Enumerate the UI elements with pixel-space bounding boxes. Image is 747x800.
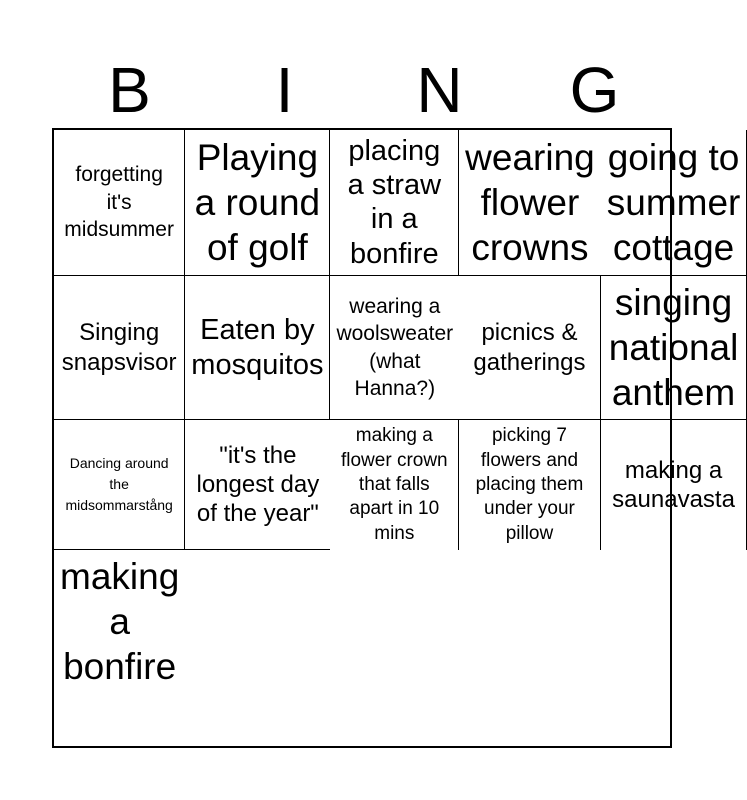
- bingo-cell-text: Dancing around the midsommarstång: [65, 455, 173, 514]
- bingo-cell-text: "it's the longest day of the year": [196, 441, 320, 528]
- bingo-cell-text: picnics & gatherings: [473, 319, 586, 376]
- bingo-cell-text: making a saunavasta: [612, 456, 735, 514]
- bingo-cell-text: wearing flower crowns: [465, 136, 595, 268]
- bingo-cell[interactable]: [459, 276, 601, 420]
- bingo-cell-text: wearing a woolsweater (what Hanna?): [336, 294, 454, 400]
- bingo-cell[interactable]: [185, 420, 330, 550]
- bingo-cell[interactable]: [459, 420, 601, 550]
- bingo-cell[interactable]: [601, 130, 747, 276]
- bingo-cell[interactable]: [601, 420, 747, 550]
- bingo-cell[interactable]: [459, 130, 601, 276]
- bingo-cell[interactable]: [330, 420, 459, 550]
- bingo-cell-text: Playing a round of golf: [194, 136, 321, 268]
- header-letter-b: B: [108, 54, 151, 126]
- header-letter-g: G: [569, 54, 620, 126]
- bingo-cell-text: making a bonfire: [60, 555, 180, 688]
- bingo-cell-text: Singing snapsvisor: [61, 319, 177, 376]
- bingo-cell[interactable]: [185, 276, 330, 420]
- bingo-cell-text: Eaten by mosquitos: [191, 314, 324, 381]
- bingo-card-grid: [52, 128, 741, 748]
- bingo-cell-text: placing a straw in a bonfire: [347, 135, 442, 270]
- bingo-cell[interactable]: [185, 130, 330, 276]
- bingo-cell-text: forgetting it's midsummer: [64, 163, 174, 242]
- bingo-cell[interactable]: [601, 276, 747, 420]
- bingo-cell[interactable]: [54, 130, 185, 276]
- bingo-cell[interactable]: [54, 550, 185, 693]
- bingo-cell-text: making a flower crown that falls apart in 10 mins: [340, 425, 448, 544]
- header-letter-n: N: [416, 54, 463, 126]
- bingo-cell[interactable]: [54, 276, 185, 420]
- bingo-cell-text: going to summer cottage: [606, 136, 741, 268]
- bingo-cell[interactable]: [54, 420, 185, 550]
- bingo-cell[interactable]: [330, 130, 459, 276]
- bingo-cell[interactable]: [330, 276, 459, 420]
- bingo-cell-text: singing national anthem: [608, 281, 739, 414]
- bingo-cell-text: picking 7 flowers and placing them under your pillow: [475, 425, 584, 544]
- bingo-header: [52, 52, 672, 128]
- header-letter-i: I: [275, 54, 294, 126]
